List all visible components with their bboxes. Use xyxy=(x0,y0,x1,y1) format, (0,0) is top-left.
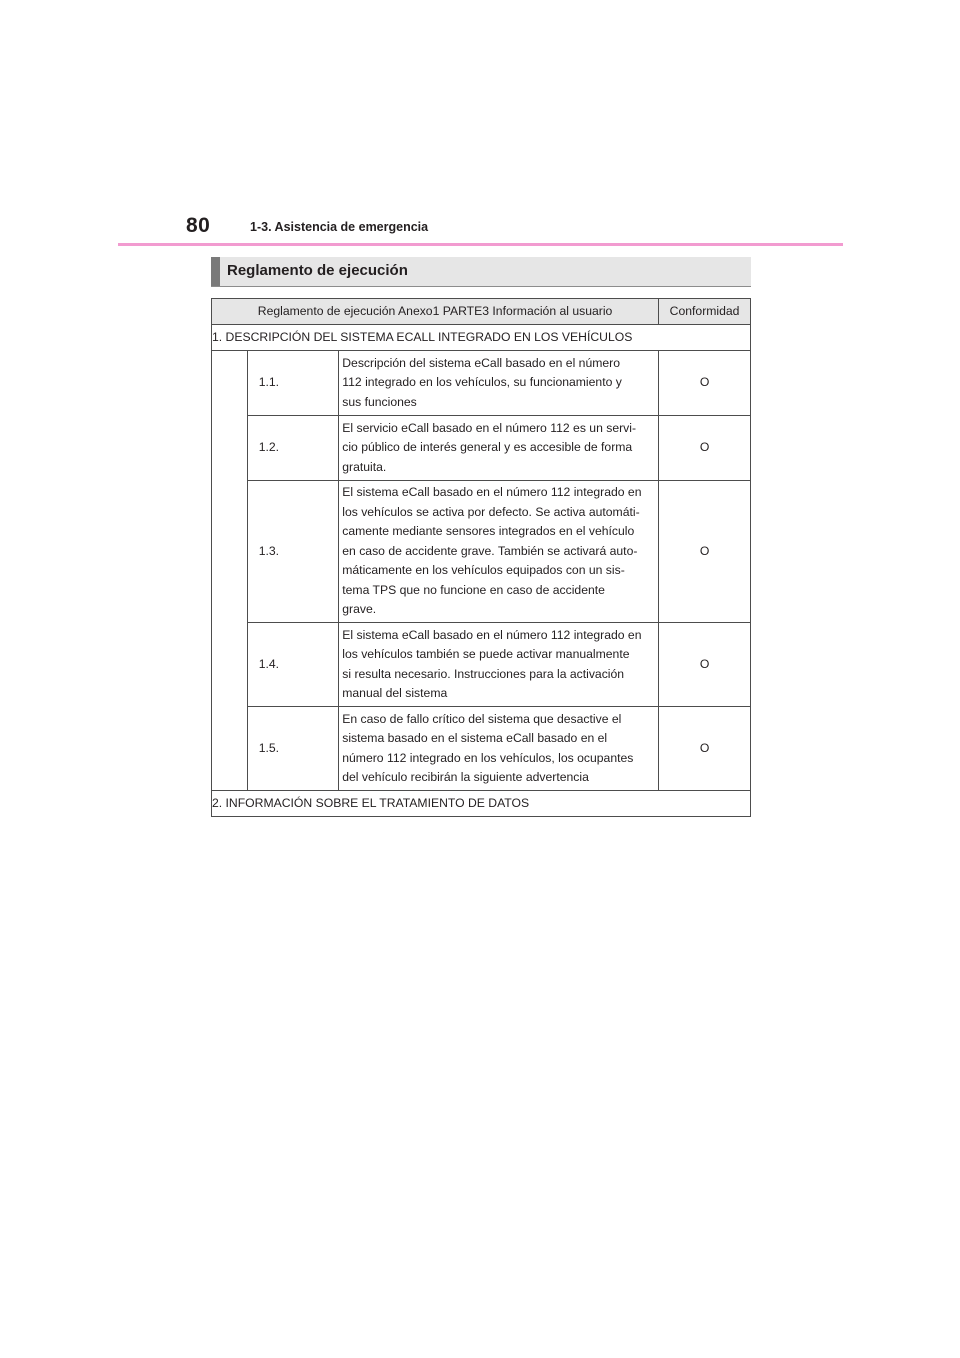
description-line: del vehículo recibirán la siguiente advertencia xyxy=(342,770,589,784)
description-line: número 112 integrado en los vehículos, los ocupantes xyxy=(342,750,634,765)
section-row-data-processing xyxy=(212,791,751,817)
item-number: 1.3. xyxy=(247,481,339,623)
table-row xyxy=(212,351,751,416)
description-line: manual del sistema xyxy=(342,686,448,700)
conformity-value: O xyxy=(659,416,751,481)
description-line: El servicio eCall basado en el número 112 es un servi- xyxy=(342,420,637,435)
section-heading-text: Reglamento de ejecución xyxy=(227,262,408,279)
description-line: En caso de fallo crítico del sistema que desactive el xyxy=(342,711,622,726)
item-description xyxy=(339,481,659,623)
description-line: cio público de interés general y es accesible de forma xyxy=(342,440,633,455)
conformity-value: O xyxy=(659,707,751,791)
description-line: camente mediante sensores integrados en el vehículo xyxy=(342,524,635,539)
section-title-description: 1. DESCRIPCIÓN DEL SISTEMA ECALL INTEGRADO EN LOS VEHÍCULOS xyxy=(212,325,751,351)
item-number: 1.1. xyxy=(247,351,339,416)
description-line: los vehículos también se puede activar manualmente xyxy=(342,647,630,661)
header-divider xyxy=(118,243,843,246)
description-line: tema TPS que no funcione en caso de accidente xyxy=(342,582,605,597)
section-row-description xyxy=(212,325,751,351)
conformity-value: O xyxy=(659,623,751,707)
item-description xyxy=(339,416,659,481)
description-line: grave. xyxy=(342,602,377,617)
table-row xyxy=(212,707,751,791)
description-line: El sistema eCall basado en el número 112 integrado en xyxy=(342,627,642,642)
item-number: 1.2. xyxy=(247,416,339,481)
item-description xyxy=(339,351,659,416)
item-description xyxy=(339,623,659,707)
description-line: 112 integrado en los vehículos, su funcionamiento y xyxy=(342,375,622,390)
item-number: 1.5. xyxy=(247,707,339,791)
conformity-value: O xyxy=(659,351,751,416)
description-line: sus funciones xyxy=(342,394,417,409)
section-title-data-processing: 2. INFORMACIÓN SOBRE EL TRATAMIENTO DE DATOS xyxy=(212,791,751,817)
item-description xyxy=(339,707,659,791)
indent-cell xyxy=(212,351,248,791)
column-header-conformity: Conformidad xyxy=(659,299,751,325)
table-row xyxy=(212,481,751,623)
description-line: en caso de accidente grave. También se activará auto- xyxy=(342,543,638,558)
section-heading-marker xyxy=(211,257,220,286)
table-row xyxy=(212,416,751,481)
section-heading xyxy=(211,257,751,287)
regulation-table xyxy=(211,298,751,817)
description-line: máticamente en los vehículos equipados con un sis- xyxy=(342,563,625,578)
description-line: Descripción del sistema eCall basado en el número xyxy=(342,355,620,370)
description-line: gratuita. xyxy=(342,459,387,474)
description-line: si resulta necesario. Instrucciones para la activación xyxy=(342,666,625,681)
table-header-row xyxy=(212,299,751,325)
chapter-title: 1-3. Asistencia de emergencia xyxy=(250,220,429,234)
description-line: sistema basado en el sistema eCall basado en el xyxy=(342,731,608,745)
table-row xyxy=(212,623,751,707)
item-number: 1.4. xyxy=(247,623,339,707)
page-number: 80 xyxy=(186,214,211,237)
description-line: El sistema eCall basado en el número 112 integrado en xyxy=(342,485,642,500)
column-header-regulation: Reglamento de ejecución Anexo1 PARTE3 Información al usuario xyxy=(212,299,659,325)
conformity-value: O xyxy=(659,481,751,623)
description-line: los vehículos se activa por defecto. Se activa automáti- xyxy=(342,504,640,519)
